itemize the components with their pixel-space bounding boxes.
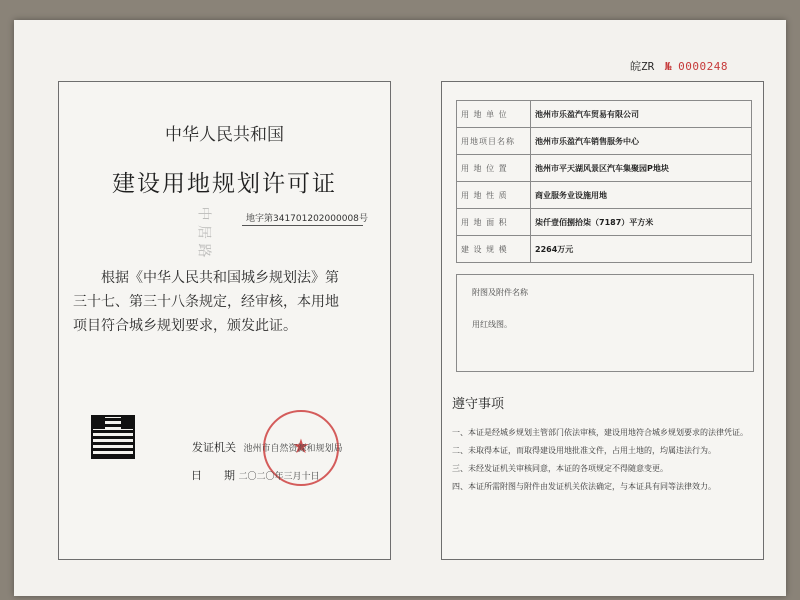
row-value: 柒仟壹佰捌拾柒（7187）平方米 [531,209,752,236]
table-row [457,182,752,209]
row-label: 用 地 位 置 [457,155,531,182]
row-value: 池州市乐盈汽车销售服务中心 [531,128,752,155]
issuer-value: 池州市自然资源和规划局 [243,444,343,454]
issuer-label: 发证机关 [192,441,236,454]
table-row [457,236,752,263]
certificate-title: 建设用地规划许可证 [112,171,337,197]
notice-item: 三、未经发证机关审核同意，本证的各项规定不得随意变更。 [452,464,668,473]
left-panel [58,81,391,560]
table-row [457,128,752,155]
table-row [457,155,752,182]
certificate-number-suffix: 号 [359,214,369,224]
issuer [192,439,343,455]
date-value: 二〇二〇年三月十日 [238,472,320,482]
certificate-paper [14,20,786,596]
row-label: 建 设 规 模 [457,236,531,263]
country-title: 中华人民共和国 [165,125,284,145]
row-value: 2264万元 [531,236,752,263]
right-panel [441,81,764,560]
row-value: 池州市乐盈汽车贸易有限公司 [531,101,752,128]
attachments-box [456,274,754,372]
qr-code [91,415,135,459]
notice-item: 一、本证是经城乡规划主管部门依法审核，建设用地符合城乡规划要求的法律凭证。 [452,428,748,437]
notice-list [452,425,757,497]
row-value: 商业服务业设施用地 [531,182,752,209]
body-line: 项目符合城乡规划要求，颁发此证。 [73,318,297,334]
attachments-label: 附图及附件名称 [472,288,528,297]
table-row [457,101,752,128]
notice-item: 四、本证所需附图与附件由发证机关依法确定，与本证具有同等法律效力。 [452,482,716,491]
issue-date [191,467,320,483]
row-label: 用 地 单 位 [457,101,531,128]
row-value: 池州市平天湖风景区汽车集聚园P地块 [531,155,752,182]
serial-no-mark: № [664,60,672,73]
body-line: 根据《中华人民共和国城乡规划法》第 [101,270,339,286]
row-label: 用地项目名称 [457,128,531,155]
body-line: 三十七、第三十八条规定，经审核，本用地 [73,294,339,310]
serial-digits: 0000248 [678,60,728,73]
certificate-body [73,266,383,338]
certificate-number: 地字第341701202000008 [242,211,363,226]
row-label: 用 地 面 积 [457,209,531,236]
notice-title: 遵守事项 [452,397,505,412]
attachments-value: 用红线图。 [472,320,512,329]
table-row [457,209,752,236]
date-label: 日 期 [191,469,235,482]
serial-number [630,58,728,74]
notice-item: 二、未取得本证，而取得建设用地批准文件，占用土地的，均属违法行为。 [452,446,716,455]
serial-prefix: 皖ZR [630,60,655,73]
background-road-text: 中 居 路 [195,206,212,258]
row-label: 用 地 性 质 [457,182,531,209]
land-info-table [456,100,752,263]
